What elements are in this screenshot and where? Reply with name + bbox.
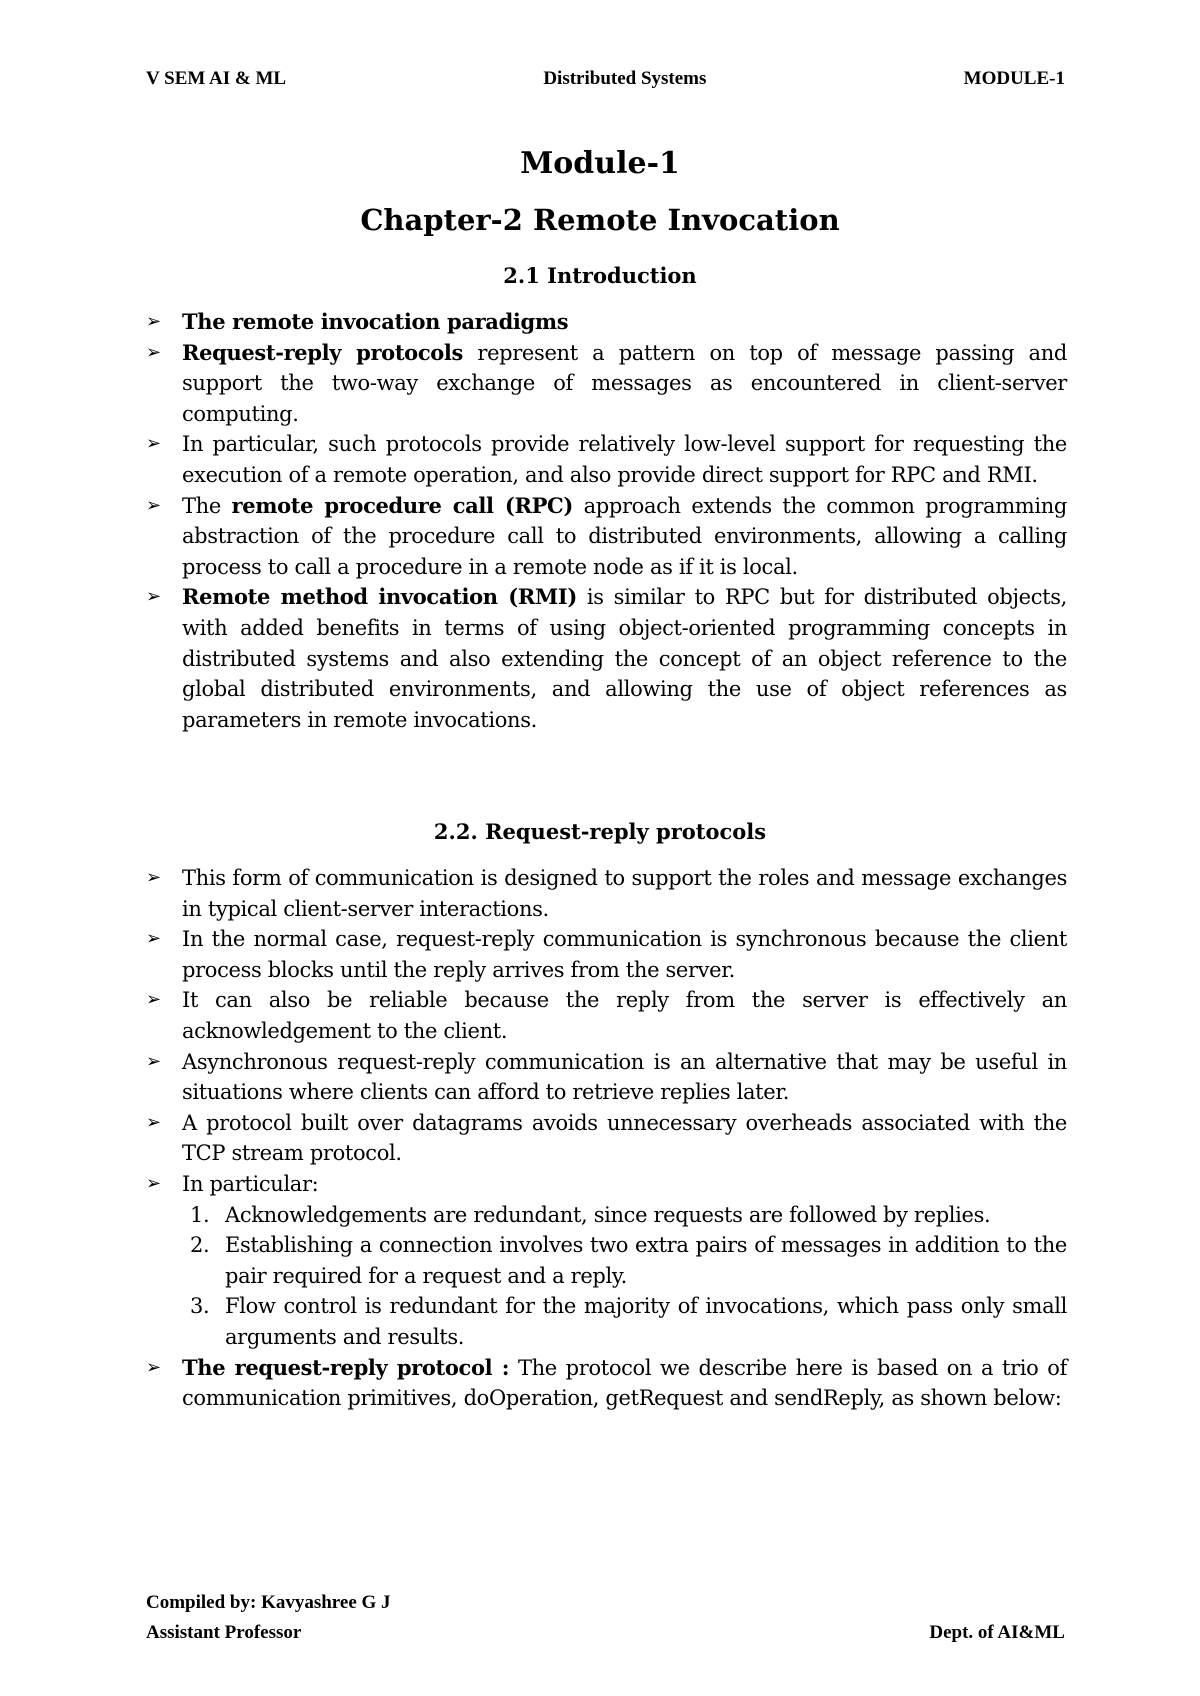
bullet-text: is similar to RPC but for distributed objects, with added benefits in terms of using object-oriented programming concepts in distributed systems and also extending the concept of an object reference to the global distributed environments, and allowing the use of object references as parameters in remote invocations. [182,585,1067,732]
arrow-bullet-icon: ➢ [146,1356,161,1378]
arrow-bullet-icon: ➢ [146,586,161,608]
page-header [146,68,1065,90]
bullet-text: In the normal case, request-reply communication is synchronous because the client process blocks until the reply arrives from the server. [182,927,1067,982]
item-text: Acknowledgements are redundant, since requests are followed by replies. [225,1202,991,1227]
list-item [146,1108,1067,1169]
bullet-text: It can also be reliable because the reply from the server is effectively an acknowledgement to the client. [182,988,1067,1043]
bullet-term: Remote method invocation (RMI) [182,584,577,610]
item-text: Flow control is redundant for the majority of invocations, which pass only small arguments and results. [225,1294,1067,1349]
section-heading-request-reply: 2.2. Request-reply protocols [433,819,767,844]
bullet-text: represent a pattern on top of message passing and support the two-way exchange of messages as encountered in client-server computing. [182,340,1067,426]
arrow-bullet-icon: ➢ [146,928,161,950]
introduction-list [146,307,1067,735]
bullet-prefix: The [182,493,232,518]
bullet-text: This form of communication is designed to support the roles and message exchanges in typical client-server interactions. [182,866,1067,921]
arrow-bullet-icon: ➢ [146,867,161,888]
footer-compiled-by [146,1592,1065,1614]
numbered-item [182,1230,1067,1291]
list-item [146,924,1067,985]
item-number: 1. [190,1202,210,1227]
section-heading-introduction: 2.1 Introduction [503,263,697,288]
footer-author: Compiled by: Kavyashree G J [146,1592,391,1613]
module-title: Module-1 [520,146,680,181]
item-number: 3. [190,1294,210,1319]
arrow-bullet-icon: ➢ [146,494,161,516]
numbered-item [182,1291,1067,1352]
arrow-bullet-icon: ➢ [146,433,161,455]
request-reply-list [146,863,1067,1414]
list-item [146,429,1067,490]
item-text: Establishing a connection involves two extra pairs of messages in addition to the pair required for a request and a reply. [225,1233,1067,1288]
list-item [146,491,1067,583]
arrow-bullet-icon: ➢ [146,1111,161,1133]
bullet-text: The protocol we describe here is based on a trio of communication primitives, doOperation, getRequest and sendReply, as shown below: [182,1355,1067,1411]
list-item [146,338,1067,430]
list-item [146,1169,1067,1353]
bullet-text: A protocol built over datagrams avoids unnecessary overheads associated with the TCP stream protocol. [182,1110,1067,1166]
list-item [146,985,1067,1046]
bullet-text: approach extends the common programming abstraction of the procedure call to distributed environments, allowing a calling process to call a procedure in a remote node as if it is local. [182,493,1067,579]
header-module: MODULE-1 [963,68,1065,89]
arrow-bullet-icon: ➢ [146,1050,161,1072]
footer-role: Assistant Professor [146,1622,302,1643]
chapter-title: Chapter-2 Remote Invocation [360,203,840,237]
footer-row [146,1622,1065,1644]
bullet-heading: The remote invocation paradigms [182,309,569,334]
list-item [146,863,1067,924]
bullet-text: In particular, such protocols provide relatively low-level support for requesting the execution of a remote operation, and also provide direct support for RPC and RMI. [182,432,1067,487]
numbered-item [182,1200,1067,1231]
bullet-text: Asynchronous request-reply communication is an alternative that may be useful in situations where clients can afford to retrieve replies later. [182,1049,1067,1105]
footer-department: Dept. of AI&ML [929,1622,1065,1643]
arrow-bullet-icon: ➢ [146,1172,161,1194]
list-item [146,1353,1067,1414]
item-number: 2. [190,1233,210,1258]
list-item [146,582,1067,735]
bullet-term: remote procedure call (RPC) [231,492,574,518]
list-item [146,307,1067,338]
numbered-list [182,1200,1067,1353]
bullet-text: In particular: [182,1171,319,1196]
arrow-bullet-icon: ➢ [146,341,161,363]
header-subject: Distributed Systems [543,68,707,89]
arrow-bullet-icon: ➢ [146,989,161,1011]
list-item [146,1047,1067,1108]
bullet-term: Request-reply protocols [182,339,464,365]
arrow-bullet-icon: ➢ [146,311,161,332]
header-semester: V SEM AI & ML [146,68,287,89]
bullet-term: The request-reply protocol : [182,1354,510,1380]
